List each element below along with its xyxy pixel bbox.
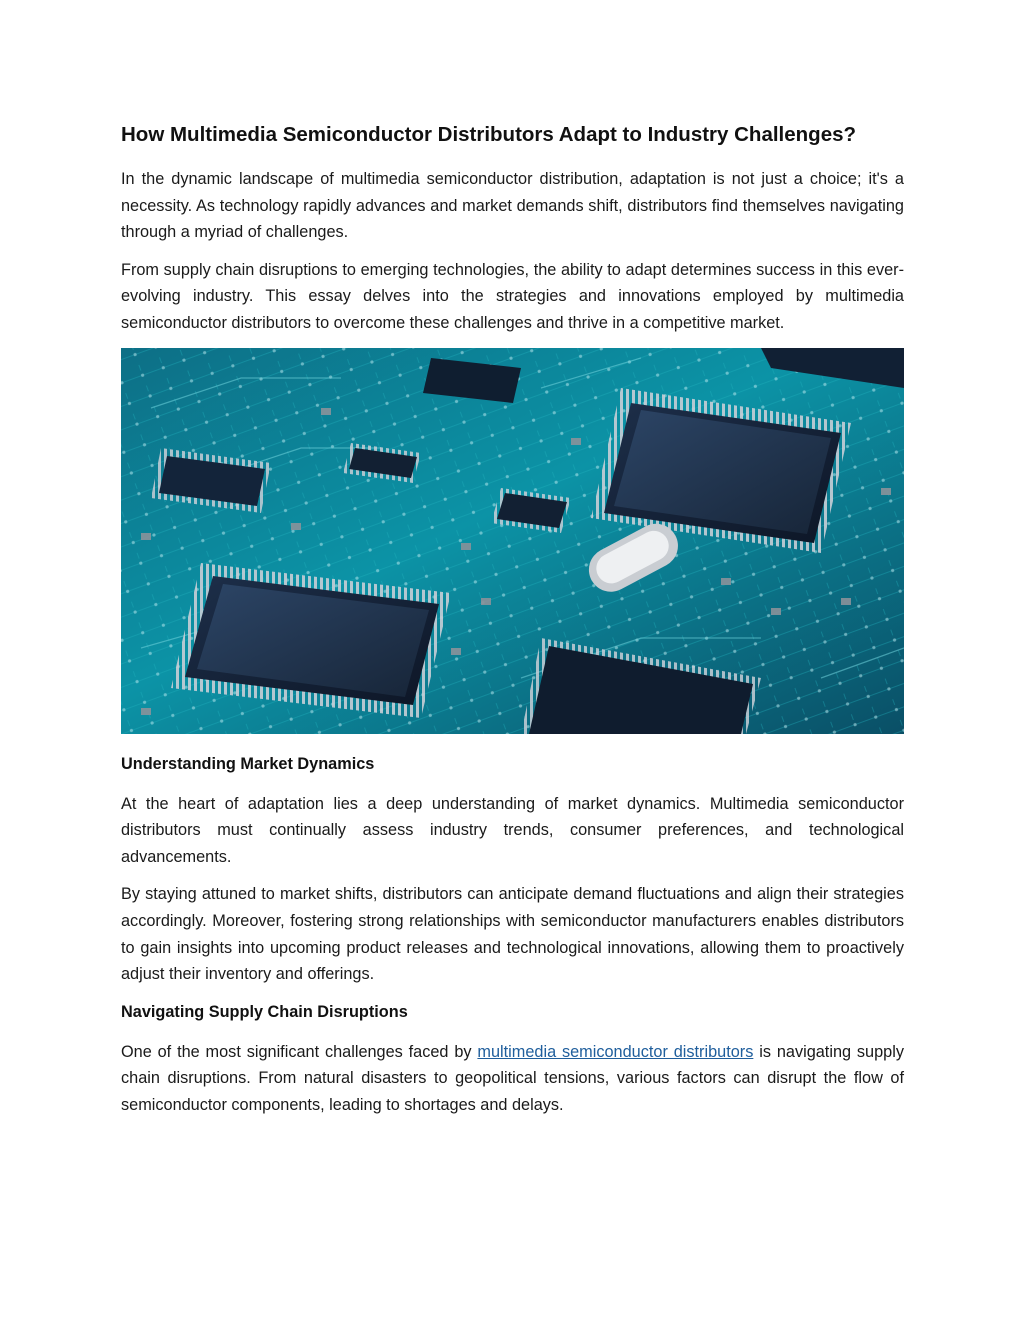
circuit-board-image — [121, 348, 904, 734]
section-heading-market-dynamics: Understanding Market Dynamics — [121, 754, 375, 773]
article-title: How Multimedia Semiconductor Distributors Adapt to Industry Challenges? — [121, 123, 857, 146]
section-heading-supply-chain: Navigating Supply Chain Disruptions — [121, 1002, 408, 1021]
supply-chain-text-after: is navigating supply chain disruptions. From natural disasters to geopolitical tensions, various factors can disrupt the flow of semiconductor components, leading to shortages and delays. — [121, 1042, 904, 1114]
supply-chain-paragraph-1 — [121, 1039, 904, 1119]
market-dynamics-paragraph-1: At the heart of adaptation lies a deep understanding of market dynamics. Multimedia semiconductor distributors must continually assess industry trends, consumer preferences, and technological advancements. — [121, 794, 904, 866]
article — [121, 120, 904, 1130]
multimedia-semiconductor-distributors-link[interactable]: multimedia semiconductor distributors — [477, 1042, 754, 1061]
intro-paragraph-1: In the dynamic landscape of multimedia semiconductor distribution, adaptation is not just a choice; it's a necessity. As technology rapidly advances and market demands shift, distributors find themselves navigating through a myriad of challenges. — [121, 170, 904, 242]
supply-chain-text-before: One of the most significant challenges faced by — [121, 1042, 478, 1061]
intro-paragraph-2: From supply chain disruptions to emerging technologies, the ability to adapt determines success in this ever-evolving industry. This essay delves into the strategies and innovations employed by multimedia semiconductor distributors to overcome these challenges and thrive in a competitive market. — [121, 260, 904, 332]
market-dynamics-paragraph-2: By staying attuned to market shifts, distributors can anticipate demand fluctuations and align their strategies accordingly. Moreover, fostering strong relationships with semiconductor manufacturers enables distributors to gain insights into upcoming product releases and technological innovations, allowing them to proactively adjust their inventory and offerings. — [121, 885, 904, 984]
